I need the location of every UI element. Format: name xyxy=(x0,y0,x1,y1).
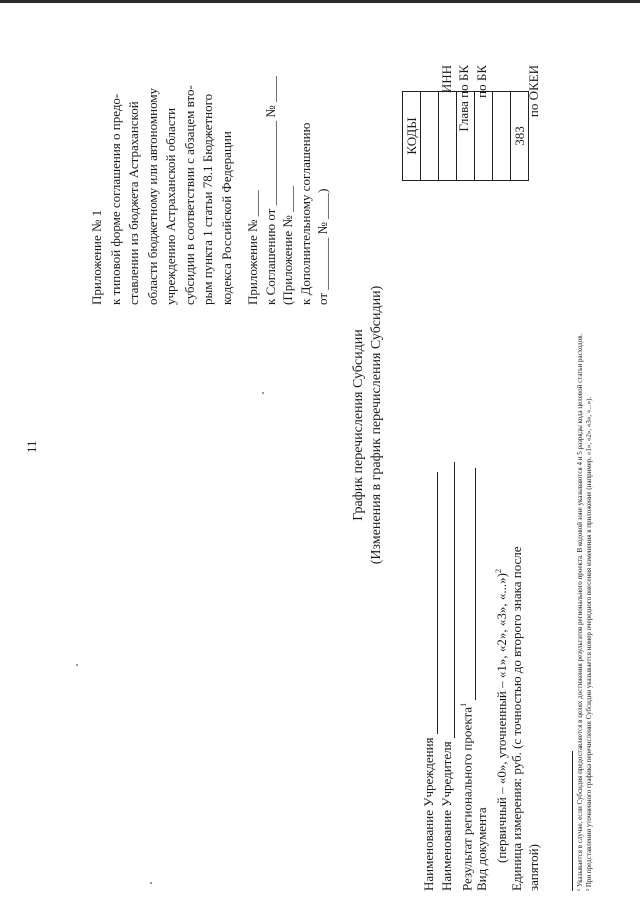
ref-line: (Приложение № ____ xyxy=(280,185,295,305)
codes-table xyxy=(402,91,529,181)
field-label: Результат регионального проекта xyxy=(459,706,475,891)
field-result xyxy=(455,462,473,891)
title-sub: (Изменения в график перечисления Субсидии) xyxy=(369,285,384,565)
footnote-ref: 2 xyxy=(494,569,503,574)
appendix-line: рым пункта 1 статьи 78.1 Бюджетного xyxy=(200,93,215,305)
appendix-line: области бюджетному или автономному xyxy=(144,87,160,305)
ref-line: к Дополнительному соглашению xyxy=(297,122,313,305)
field-unit-cont xyxy=(525,462,543,891)
footnotes xyxy=(576,334,594,891)
field-unit xyxy=(508,462,526,891)
code-cell-empty xyxy=(493,92,511,181)
field-doc-type xyxy=(473,462,491,891)
scan-speck xyxy=(262,392,264,394)
appendix-line: к типовой форме соглашения о предо- xyxy=(107,93,123,305)
footnote: ¹ Указывается в случае, если Субсидия предоставляется в целях достижения результатов регионального проекта. В кодовой зоне указываются 4 и 5 разряды кода целевой статьи расходов. xyxy=(576,333,584,891)
appendix-line: Приложение № 1 xyxy=(89,209,104,305)
appendix-line: учреждению Астраханской области xyxy=(163,107,178,305)
code-cell-empty xyxy=(475,92,493,181)
page-number: 11 xyxy=(24,440,39,453)
code-cell-bk xyxy=(457,92,475,181)
field-label: Наименование Учреждения xyxy=(421,737,436,891)
ref-line: к Соглашению от _____________ № ____ xyxy=(262,76,278,305)
title-main: График перечисления Субсидии xyxy=(351,329,366,521)
field-label: Наименование Учредителя xyxy=(438,741,454,891)
footnote: ² При представлении уточненного графика перечисления Субсидии указывается номер очередного внесения изменения в приложение (например, «1», «2», «3», «...»). xyxy=(585,396,593,891)
institution-line xyxy=(424,472,438,734)
code-cell-okei: 383 xyxy=(511,92,529,181)
footnote-ref: 1 xyxy=(459,702,468,707)
label-chapter-bk: Глава по БК xyxy=(456,65,471,132)
document-title xyxy=(350,245,386,605)
field-label: запятой) xyxy=(526,844,541,891)
appendix-line: кодекса Российской Федерации xyxy=(218,131,234,305)
field-founder xyxy=(438,462,456,891)
scan-speck xyxy=(76,664,78,666)
scan-speck xyxy=(150,882,152,884)
appendix-line: ставлении из бюджета Астраханской xyxy=(126,101,141,305)
field-label: Вид документа xyxy=(473,807,489,891)
code-cell-chapter xyxy=(439,92,457,181)
field-doc-type-note xyxy=(490,462,508,891)
field-institution xyxy=(420,462,438,891)
ref-line: Приложение № ____ xyxy=(245,190,260,305)
appendix-header xyxy=(88,85,236,305)
appendix-line: субсидии в соответствии с абзацем вто- xyxy=(181,85,197,305)
label-okei: по ОКЕИ xyxy=(526,65,541,118)
codes-header: КОДЫ xyxy=(403,92,421,181)
footnote-separator xyxy=(572,751,573,891)
ref-line: от ________ № ____) xyxy=(315,188,330,305)
form-fields xyxy=(420,462,543,891)
appendix-reference xyxy=(244,76,332,305)
code-cell-inn xyxy=(421,92,439,181)
label-inn: ИНН xyxy=(438,65,454,94)
founder-line xyxy=(441,462,455,738)
field-label: Единица измерения: руб. (с точностью до второго знака после xyxy=(508,546,524,891)
label-by-bk: по БК xyxy=(473,65,489,98)
field-note: (первичный – «0», уточненный – «1», «2», «3», «...») xyxy=(494,573,510,863)
